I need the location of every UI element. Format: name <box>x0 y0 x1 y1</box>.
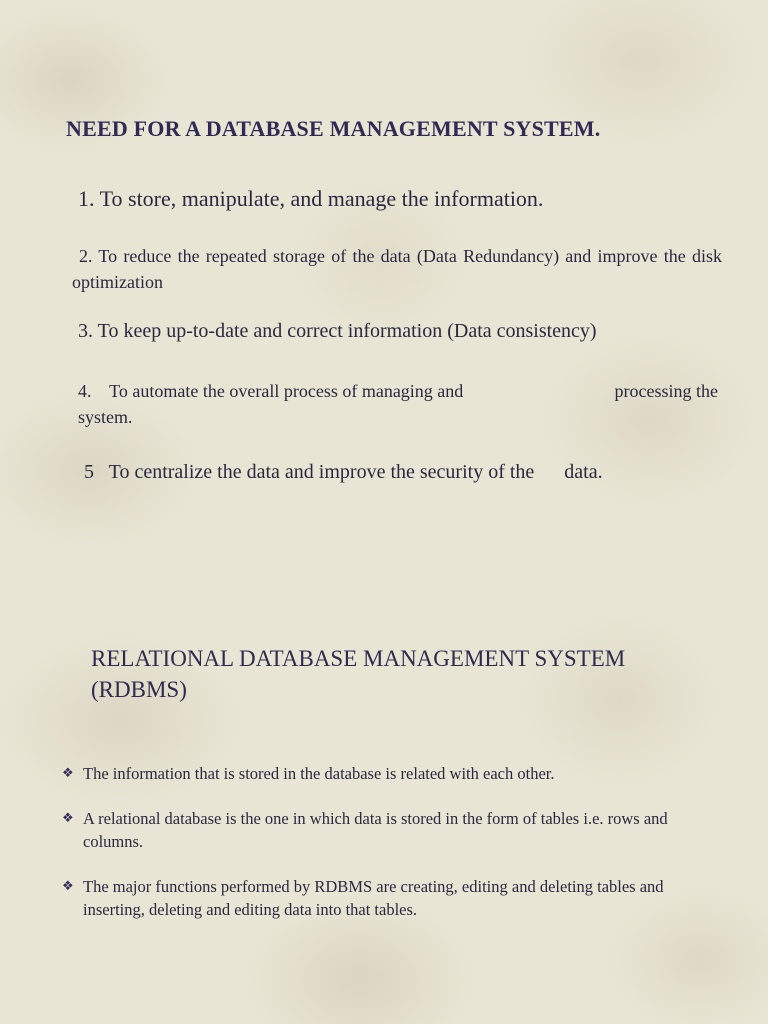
bullet-text: The information that is stored in the database is related with each other. <box>83 764 555 783</box>
point-4-end: processing the <box>614 381 718 401</box>
bullet-text: The major functions performed by RDBMS are creating, editing and deleting tables and inserting, deleting and editing data into that tables. <box>83 877 664 919</box>
diamond-bullet-icon: ❖ <box>62 879 74 894</box>
slide-rdbms <box>0 578 768 1024</box>
point-2 <box>72 243 722 295</box>
point-4-start: 4. To automate the overall process of managing and <box>78 381 464 401</box>
bullet-text: A relational database is the one in which data is stored in the form of tables i.e. rows and columns. <box>83 809 668 851</box>
point-2-line-2: improve the disk optimization <box>72 246 723 292</box>
diamond-bullet-icon: ❖ <box>62 766 74 781</box>
list-item <box>62 875 722 921</box>
point-4-line-1 <box>78 378 718 404</box>
list-item <box>62 807 722 853</box>
list-item <box>62 762 722 785</box>
diamond-bullet-icon: ❖ <box>62 811 74 826</box>
point-2-line-1: 2. To reduce the repeated storage of the data (Data Redundancy) and <box>79 246 592 266</box>
point-5: 5 To centralize the data and improve the security of the data. <box>84 461 603 483</box>
slide-title: NEED FOR A DATABASE MANAGEMENT SYSTEM. <box>66 116 601 141</box>
slide-title: RELATIONAL DATABASE MANAGEMENT SYSTEM (RDBMS) <box>91 646 626 702</box>
point-1: 1. To store, manipulate, and manage the information. <box>78 186 544 211</box>
point-4 <box>78 378 718 430</box>
point-3: 3. To keep up-to-date and correct information (Data consistency) <box>78 320 597 342</box>
bullet-list <box>62 762 722 943</box>
point-4-line-2: system. <box>78 407 133 427</box>
